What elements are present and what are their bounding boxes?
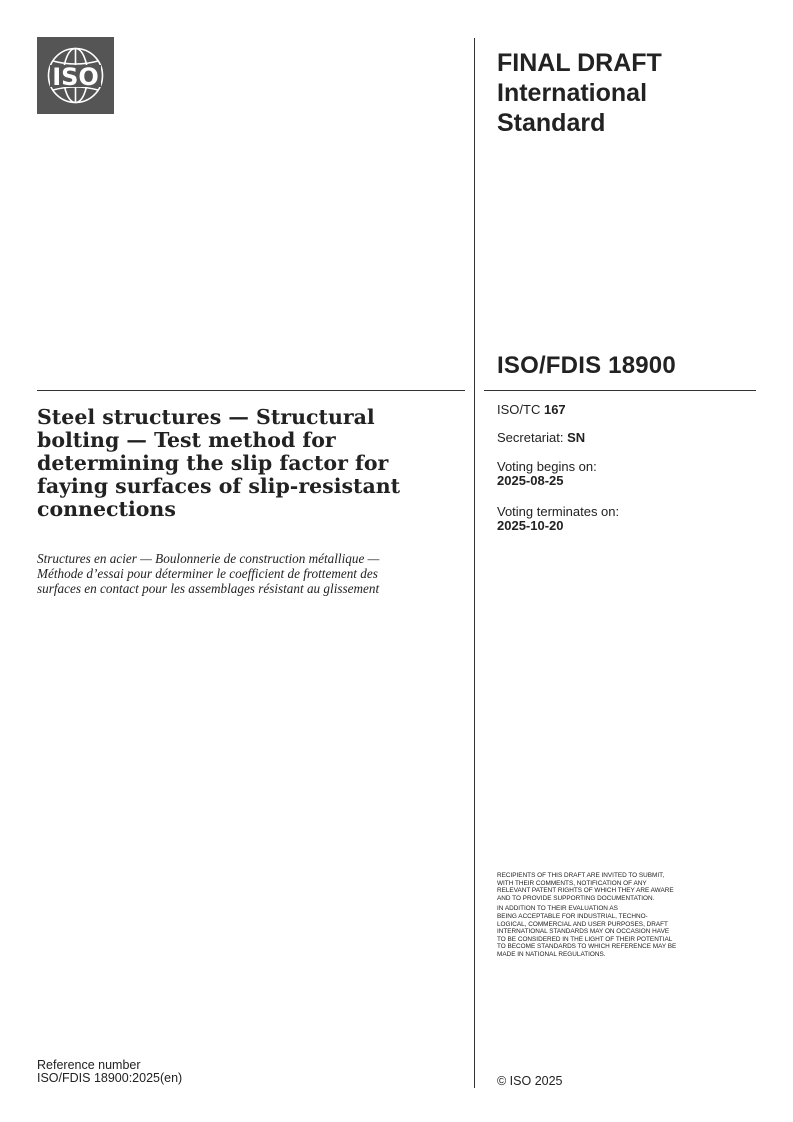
secretariat (497, 431, 585, 445)
notice-line: BEING ACCEPTABLE FOR INDUSTRIAL, TECHNO- (497, 912, 648, 920)
document-id: ISO/FDIS 18900 (497, 352, 676, 379)
voting-begins (497, 460, 597, 488)
reference-value: ISO/FDIS 18900:2025(en) (37, 1071, 183, 1085)
notice-line: LOGICAL, COMMERCIAL AND USER PURPOSES, DRAFT (497, 920, 668, 928)
voting-terminates (497, 505, 619, 533)
voting-terminates-value: 2025-10-20 (497, 518, 564, 533)
reference-label: Reference number (37, 1058, 141, 1072)
document-title (37, 406, 457, 521)
tc-value: 167 (543, 402, 566, 417)
title-line: bolting — Test method for (37, 428, 336, 452)
globe-icon (37, 37, 114, 114)
left-rule (37, 390, 465, 391)
draft-line-2: International (497, 79, 648, 107)
alt-title-line: Méthode d’essai pour déterminer le coefficient de frottement des (37, 566, 378, 581)
draft-heading (497, 48, 662, 138)
draft-notice (497, 872, 759, 962)
reference-number (37, 1059, 182, 1085)
title-line: connections (37, 497, 176, 521)
notice-line: MADE IN NATIONAL REGULATIONS. (497, 950, 606, 958)
notice-line: IN ADDITION TO THEIR EVALUATION AS (497, 905, 618, 913)
notice-line: RECIPIENTS OF THIS DRAFT ARE INVITED TO SUBMIT, (497, 872, 665, 879)
copyright: © ISO 2025 (497, 1074, 563, 1088)
draft-line-3: Standard (497, 109, 606, 137)
notice-paragraph-2 (497, 905, 759, 958)
title-line: Steel structures — Structural (37, 405, 375, 429)
notice-line: TO BE CONSIDERED IN THE LIGHT OF THEIR POTENTIAL (497, 935, 673, 943)
title-line: faying surfaces of slip-resistant (37, 474, 401, 498)
vertical-divider (474, 38, 475, 1088)
voting-begins-label: Voting begins on: (497, 459, 597, 474)
voting-begins-value: 2025-08-25 (497, 473, 564, 488)
french-title (37, 551, 457, 596)
tc-label: ISO/TC (497, 402, 541, 417)
right-rule (484, 390, 756, 391)
secretariat-value: SN (567, 430, 586, 445)
notice-line: RELEVANT PATENT RIGHTS OF WHICH THEY ARE AWARE (497, 887, 674, 895)
logo-text: ISO (52, 63, 99, 91)
notice-line: TO BECOME STANDARDS TO WHICH REFERENCE MAY BE (497, 943, 677, 951)
notice-line: AND TO PROVIDE SUPPORTING DOCUMENTATION. (497, 894, 655, 902)
alt-title-line: Structures en acier — Boulonnerie de construction métallique — (37, 551, 380, 566)
technical-committee (497, 403, 566, 417)
secretariat-label: Secretariat: (497, 430, 564, 445)
voting-terminates-label: Voting terminates on: (497, 504, 620, 519)
alt-title-line: surfaces en contact pour les assemblages résistant au glissement (37, 581, 380, 596)
notice-line: WITH THEIR COMMENTS, NOTIFICATION OF ANY (497, 879, 647, 887)
draft-line-1: FINAL DRAFT (497, 49, 662, 77)
notice-line: INTERNATIONAL STANDARDS MAY ON OCCASION HAVE (497, 928, 670, 936)
iso-logo (37, 37, 114, 114)
title-line: determining the slip factor for (37, 451, 389, 475)
notice-paragraph-1 (497, 872, 759, 902)
